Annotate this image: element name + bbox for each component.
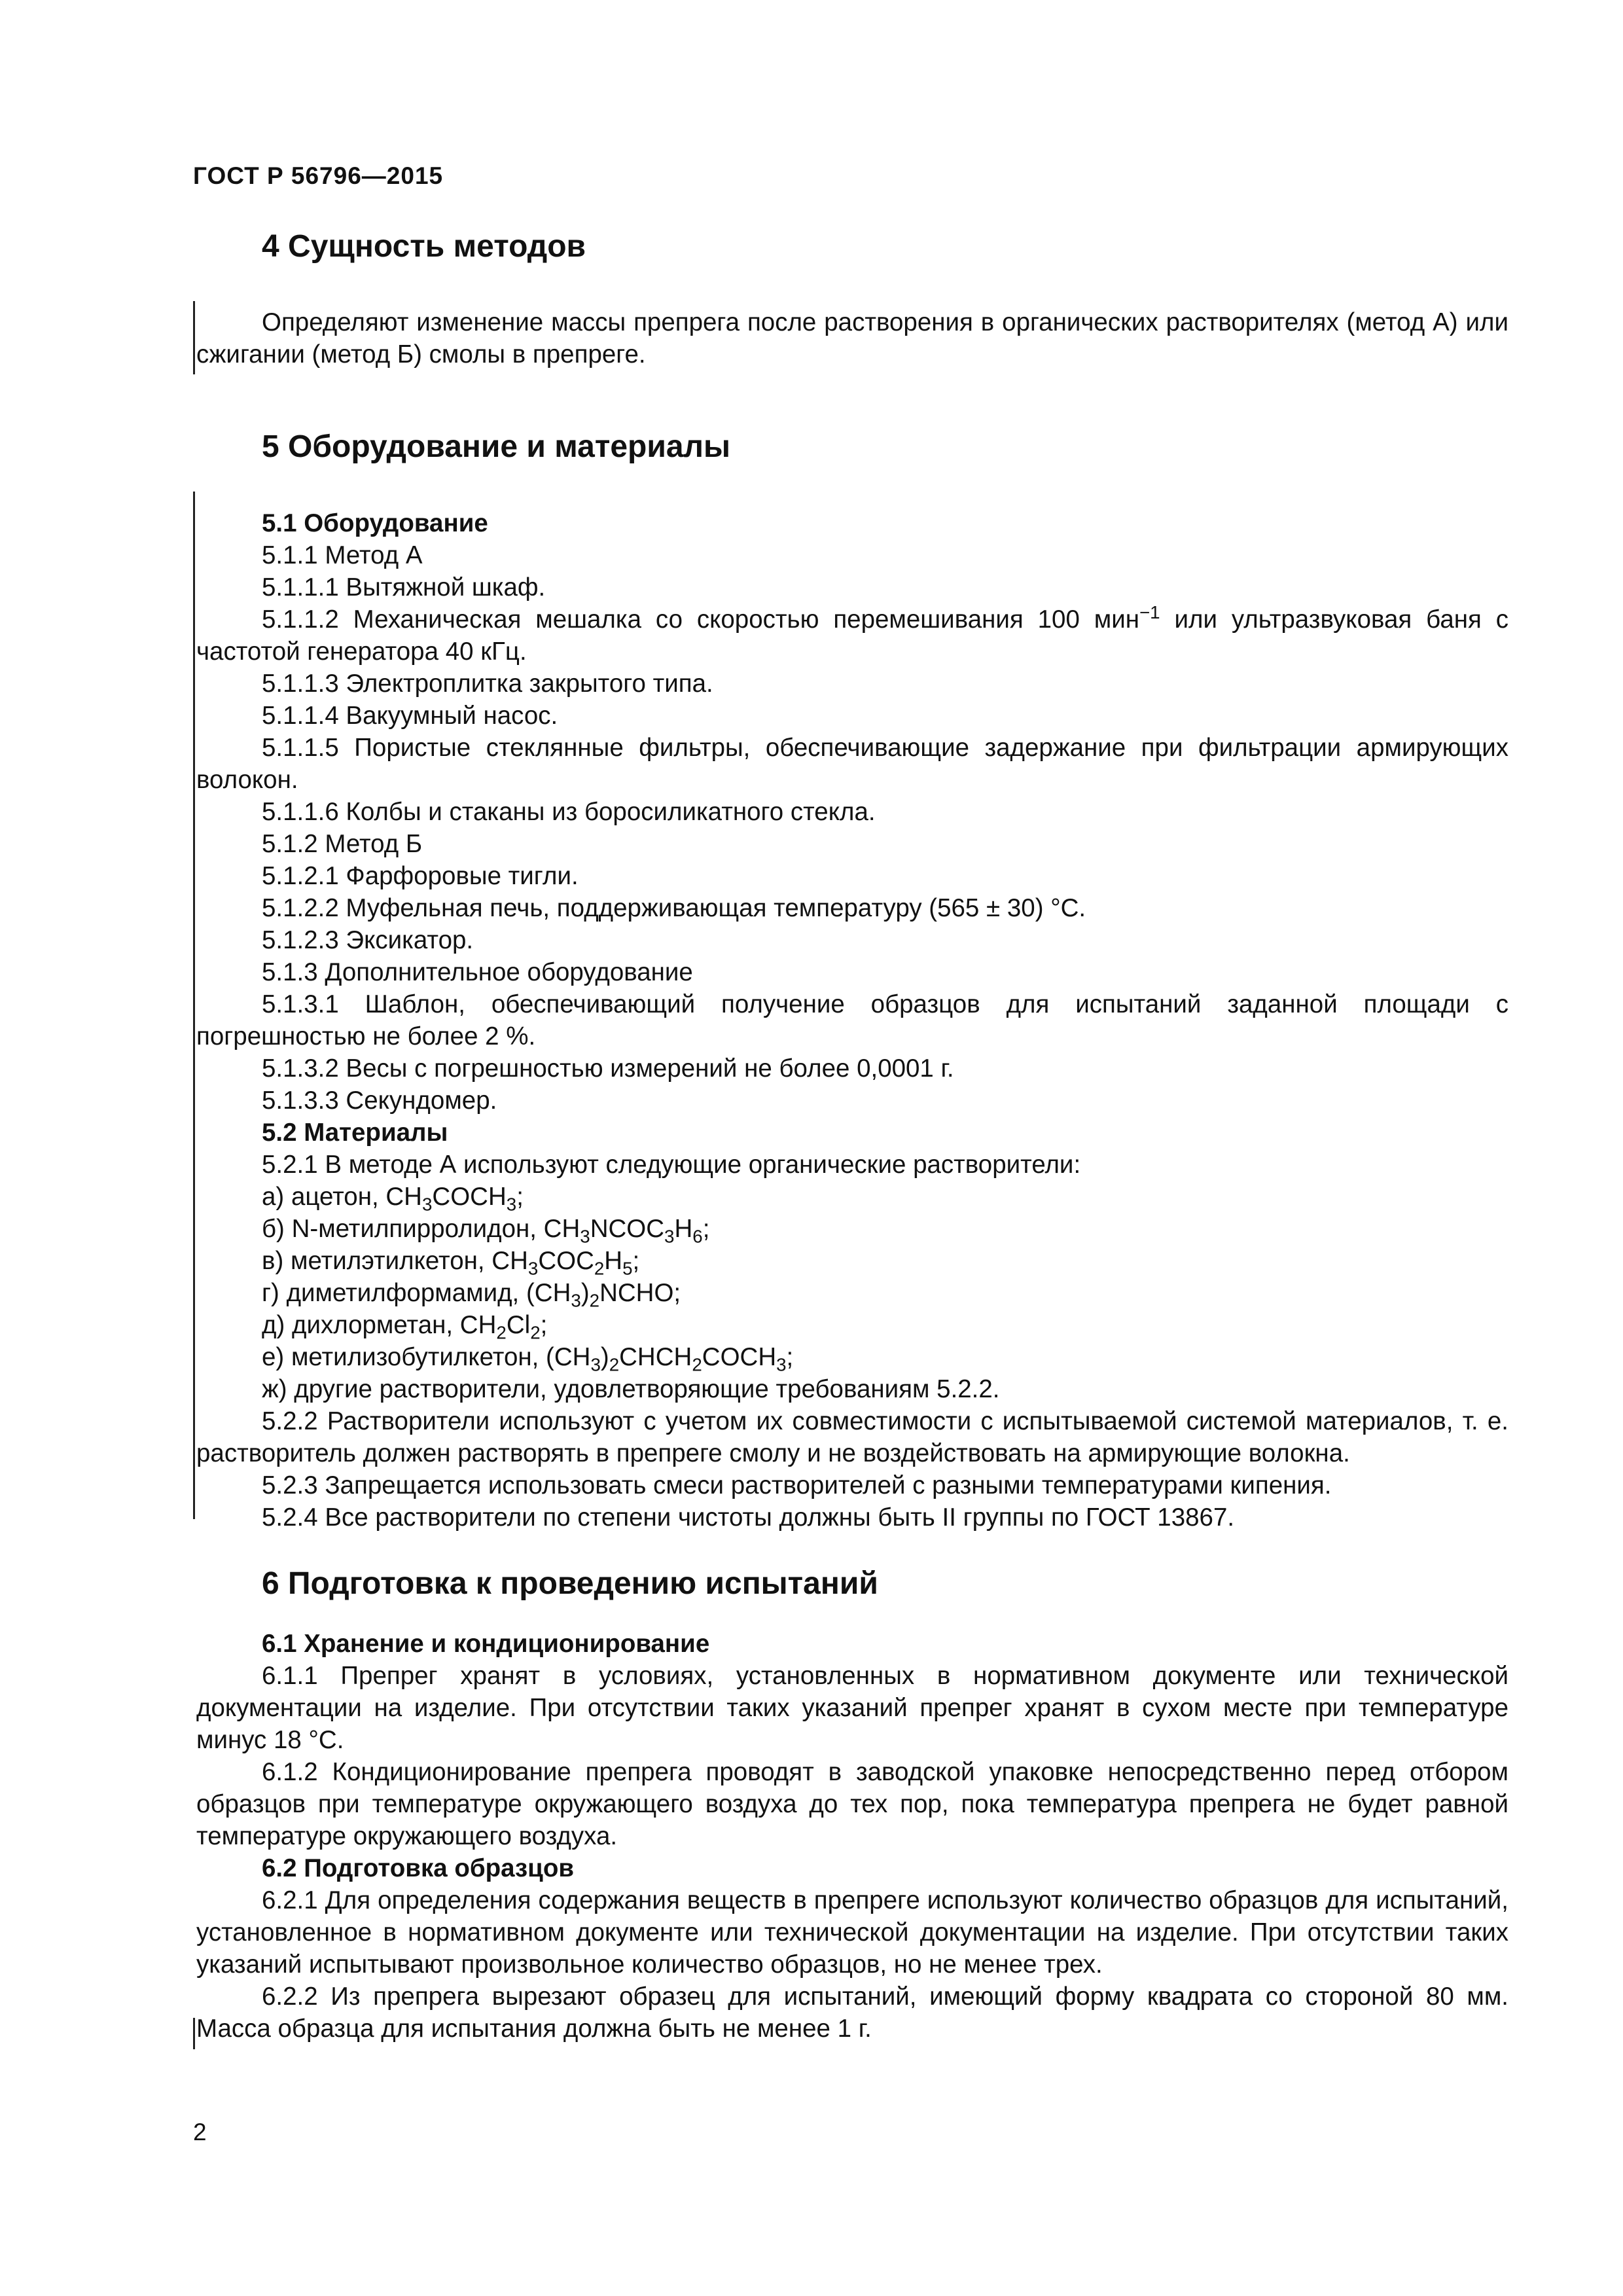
change-bar <box>193 2018 195 2049</box>
clause-5-1-3: 5.1.3 Дополнительное оборудование <box>262 958 693 987</box>
clause-5-1-heading: 5.1 Оборудование <box>262 509 488 538</box>
section-5-body <box>196 507 1508 1534</box>
clause-5-2-4: 5.2.4 Все растворители по степени чистоты должны быть II группы по ГОСТ 13867. <box>262 1503 1235 1532</box>
clause-5-1-2-3: 5.1.2.3 Эксикатор. <box>262 926 474 955</box>
clause-5-1-1-2-text-a: 5.1.1.2 Механическая мешалка со скоростью перемешивания 100 мин <box>262 605 1139 634</box>
clause-6-2-2: 6.2.2 Из препрега вырезают образец для испытаний, имеющий форму квадрата со стороной 80 мм. Масса образца для испытания должна быть не менее 1 г. <box>196 1982 1508 2043</box>
clause-5-1-1-1: 5.1.1.1 Вытяжной шкаф. <box>262 573 546 602</box>
solvent-item-d: д) дихлорметан, $CH_2Cl_2$; <box>262 1311 548 1343</box>
change-bar <box>193 492 195 1519</box>
page-number: 2 <box>193 2119 207 2145</box>
clause-5-1-1: 5.1.1 Метод А <box>262 541 423 570</box>
document-header: ГОСТ Р 56796—2015 <box>193 162 444 189</box>
clause-5-1-1-2 <box>196 603 1508 668</box>
section-4-paragraph: Определяют изменение массы препрега после растворения в органических растворителях (метод А) или сжигании (метод Б) смолы в препреге. <box>196 308 1508 368</box>
page-content <box>196 228 1508 2045</box>
clause-6-1-1: 6.1.1 Препрег хранят в условиях, установленных в нормативном документе или технической документации на изделие. При отсутствии таких указаний препрег хранят в сухом месте при температуре минус 18 °С. <box>196 1661 1508 1754</box>
solvent-item-a: а) ацетон, $CH_3COCH_3$; <box>262 1183 524 1215</box>
clause-5-1-3-2: 5.1.3.2 Весы с погрешностью измерений не более 0,0001 г. <box>262 1054 954 1083</box>
clause-5-1-2-1: 5.1.2.1 Фарфоровые тигли. <box>262 862 579 891</box>
section-4-title: 4 Сущность методов <box>262 229 586 264</box>
solvent-item-e: е) метилизобутилкетон, $(CH_3)_2CHCH_2COCH_3$; <box>262 1343 794 1375</box>
section-6-body <box>196 1628 1508 2045</box>
clause-6-2-heading: 6.2 Подготовка образцов <box>262 1854 575 1882</box>
clause-5-2-3: 5.2.3 Запрещается использовать смеси растворителей с разными температурами кипения. <box>262 1471 1332 1500</box>
clause-5-1-1-5: 5.1.1.5 Пористые стеклянные фильтры, обеспечивающие задержание при фильтрации армирующих волокон. <box>196 734 1508 795</box>
solvent-item-b: б) N-метилпирролидон, $CH_3NCOC_3H_6$; <box>262 1215 710 1247</box>
section-4-body <box>196 306 1508 370</box>
clause-6-2-1: 6.2.1 Для определения содержания веществ в препреге используют количество образцов для испытаний, установленное в нормативном документе или технической документации на изделие. При отсутствии таких указаний испытывают произвольное количество образцов, но не менее трех. <box>196 1886 1508 1979</box>
solvent-item-g: г) диметилформамид, $(CH_3)_2NCHO$; <box>262 1279 681 1311</box>
change-bar <box>193 301 195 374</box>
clause-5-2-heading: 5.2 Материалы <box>262 1119 448 1147</box>
clause-5-1-2: 5.1.2 Метод Б <box>262 830 423 859</box>
clause-6-1-heading: 6.1 Хранение и кондиционирование <box>262 1629 710 1658</box>
section-5-title: 5 Оборудование и материалы <box>262 429 731 464</box>
clause-5-1-3-3: 5.1.3.3 Секундомер. <box>262 1086 497 1115</box>
clause-5-1-1-2-text-b: или ультразвуковая баня с частотой генератора 40 кГц. <box>196 605 1508 666</box>
clause-5-1-1-6: 5.1.1.6 Колбы и стаканы из боросиликатного стекла. <box>262 798 876 827</box>
clause-5-1-1-3: 5.1.1.3 Электроплитка закрытого типа. <box>262 670 713 698</box>
section-6-title: 6 Подготовка к проведению испытаний <box>262 1566 878 1602</box>
clause-5-1-3-1: 5.1.3.1 Шаблон, обеспечивающий получение образцов для испытаний заданной площади с погрешностью не более 2 %. <box>196 990 1508 1051</box>
clause-5-1-2-2: 5.1.2.2 Муфельная печь, поддерживающая температуру (565 ± 30) °С. <box>262 894 1086 923</box>
solvent-item-zh: ж) другие растворители, удовлетворяющие требованиям 5.2.2. <box>262 1375 1000 1404</box>
clause-5-2-1: 5.2.1 В методе А используют следующие органические растворители: <box>262 1151 1081 1179</box>
clause-5-1-1-2-superscript: −1 <box>1139 602 1160 623</box>
clause-5-1-1-4: 5.1.1.4 Вакуумный насос. <box>262 702 558 730</box>
clause-6-1-2: 6.1.2 Кондиционирование препрега проводят в заводской упаковке непосредственно перед отбором образцов при температуре окружающего воздуха до тех пор, пока температура препрега не будет равной температуре окружающего воздуха. <box>196 1757 1508 1850</box>
solvent-item-v: в) метилэтилкетон, $CH_3COC_2H_5$; <box>262 1247 640 1279</box>
clause-5-2-2: 5.2.2 Растворители используют с учетом их совместимости с испытываемой системой материалов, т. е. растворитель должен растворять в препреге смолу и не воздействовать на армирующие волокна. <box>196 1407 1508 1468</box>
